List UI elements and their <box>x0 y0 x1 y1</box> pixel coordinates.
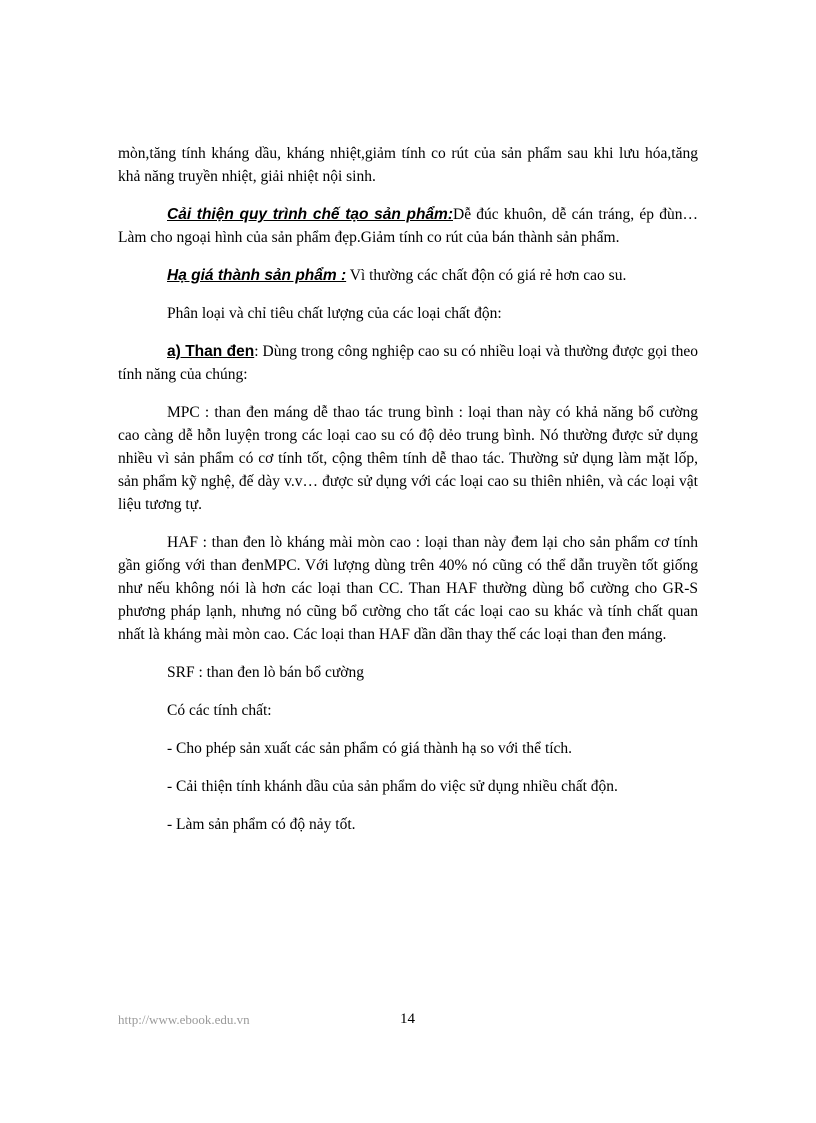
paragraph-haf <box>118 531 698 646</box>
paragraph-carbon-black <box>118 340 698 386</box>
paragraph-properties-intro <box>118 699 698 722</box>
section-heading: a) Than đen <box>167 343 255 360</box>
paragraph-cost-reduction <box>118 264 698 287</box>
paragraph-text: mòn,tăng tính kháng dầu, kháng nhiệt,giảm tính co rút của sản phẩm sau khi lưu hóa,tăng khả năng truyền nhiệt, giải nhiệt nội sinh. <box>118 145 698 185</box>
paragraph-text: : Dùng trong công nghiệp cao su có nhiều loại và thường được gọi theo tính năng của chúng: <box>118 343 698 383</box>
paragraph-text: HAF : than đen lò kháng mài mòn cao : loại than này đem lại cho sản phẩm cơ tính gần giống với than đenMPC. Với lượng dùng trên 40% nó cũng có thể dẫn truyền tốt giống như nếu không nói là hơn các loại than CC. Than HAF thường dùng bổ cường cho GR-S phương pháp lạnh, nhưng nó cũng bổ cường cho tất các loại cao su khác và tính chất quan nhất là kháng mài mòn cao. Các loại than HAF dần dần thay thế các loại than đen máng. <box>118 534 698 643</box>
paragraph-mpc <box>118 401 698 516</box>
list-item <box>118 813 698 836</box>
page-footer <box>118 1012 698 1032</box>
page-number: 14 <box>400 1011 415 1027</box>
paragraph-classification <box>118 302 698 325</box>
paragraph-continuation <box>118 142 698 188</box>
paragraph-text: Phân loại và chỉ tiêu chất lượng của các loại chất độn: <box>167 305 502 322</box>
paragraph-text: - Cải thiện tính khánh dầu của sản phẩm do việc sử dụng nhiều chất độn. <box>167 778 618 795</box>
list-item <box>118 737 698 760</box>
footer-url: http://www.ebook.edu.vn <box>118 1012 250 1027</box>
paragraph-srf <box>118 661 698 684</box>
paragraph-text: Vì thường các chất độn có giá rẻ hơn cao su. <box>346 267 627 284</box>
page-body <box>118 142 698 851</box>
paragraph-text: Có các tính chất: <box>167 702 272 719</box>
list-item <box>118 775 698 798</box>
inline-heading: Cải thiện quy trình chế tạo sản phẩm: <box>167 206 453 223</box>
inline-heading: Hạ giá thành sản phẩm : <box>167 267 347 284</box>
paragraph-text: Dễ đúc khuôn, dễ cán tráng, ép đùn…Làm cho ngoại hình của sản phẩm đẹp.Giảm tính co rút của bán thành sản phẩm. <box>118 206 698 246</box>
paragraph-process-improvement <box>118 203 698 249</box>
paragraph-text: - Cho phép sản xuất các sản phẩm có giá thành hạ so với thể tích. <box>167 740 573 757</box>
paragraph-text: SRF : than đen lò bán bổ cường <box>167 664 364 681</box>
paragraph-text: - Làm sản phẩm có độ nảy tốt. <box>167 816 356 833</box>
paragraph-text: MPC : than đen máng dễ thao tác trung bình : loại than này có khả năng bổ cường cao càng dễ hỗn luyện trong các loại cao su có độ dẻo trung bình. Nó thường được sử dụng nhiều vì sản phẩm có cơ tính tốt, cộng thêm tính dễ thao tác. Thường sử dụng làm mặt lốp, sản phẩm kỹ nghệ, đế dày v.v… được sử dụng với các loại cao su thiên nhiên, và các loại vật liệu tương tự. <box>118 404 698 513</box>
